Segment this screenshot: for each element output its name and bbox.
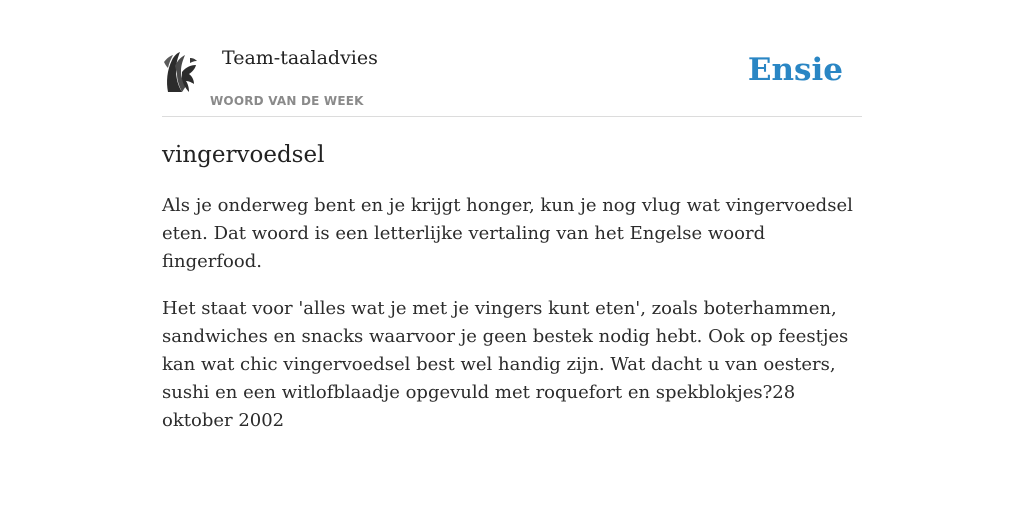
article-date: 28 oktober 2002	[162, 382, 796, 431]
ensie-link[interactable]: Ensie	[747, 52, 843, 88]
header	[162, 44, 862, 117]
article-paragraph-with-date	[162, 295, 862, 435]
flemish-lion-logo-icon	[162, 48, 198, 96]
brand-name[interactable]: Team-taaladvies	[222, 47, 378, 69]
section-label: WOORD VAN DE WEEK	[210, 94, 364, 108]
article-paragraph: Als je onderweg bent en je krijgt honger, kun je nog vlug wat vingervoedsel eten. Dat woord is een letterlijke vertaling van het Engelse woord fingerfood.	[162, 195, 853, 272]
article-title: vingervoedsel	[162, 142, 325, 168]
article-body	[162, 192, 862, 454]
article-paragraph: Het staat voor 'alles wat je met je vingers kunt eten', zoals boterhammen, sandwiches en snacks waarvoor je geen bestek nodig hebt. Ook op feestjes kan wat chic vingervoedsel best wel handig zijn. Wat dacht u van oesters, sushi en een witlofblaadje opgevuld met roquefort en spekblokjes?	[162, 298, 849, 403]
